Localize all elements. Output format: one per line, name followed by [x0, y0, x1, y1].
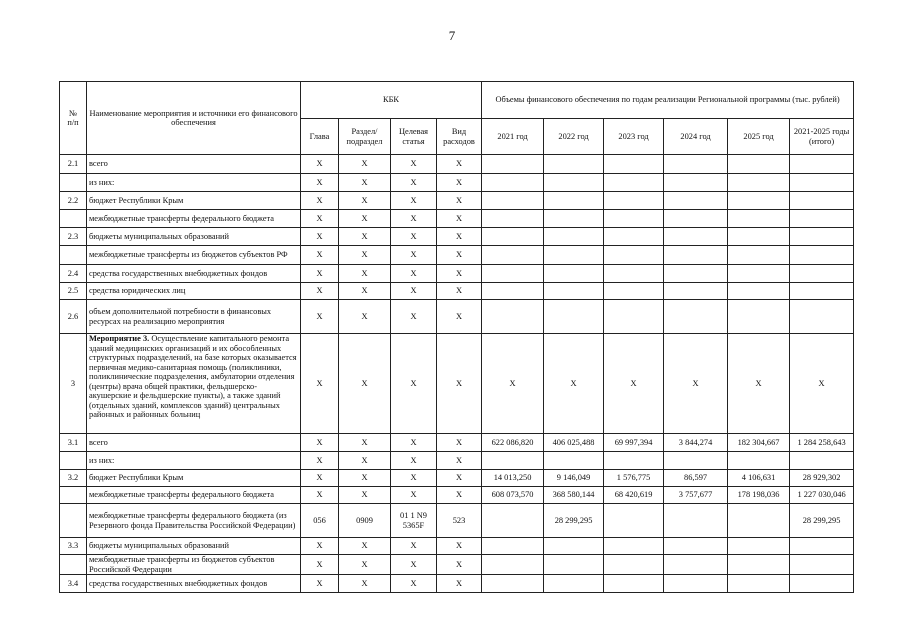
value-cell	[664, 228, 728, 246]
value-cell	[664, 300, 728, 334]
header-financing: Объемы финансового обеспечения по годам реализации Региональной программы (тыс. рублей)	[482, 82, 854, 119]
kbk-cell: X	[437, 265, 482, 283]
value-cell	[728, 210, 790, 228]
value-cell	[604, 452, 664, 470]
kbk-cell: X	[301, 434, 339, 452]
row-number: 2.5	[60, 283, 87, 300]
value-cell: 14 013,250	[482, 470, 544, 487]
row-name-text: средства юридических лиц	[89, 286, 186, 296]
kbk-cell: X	[339, 265, 391, 283]
kbk-cell: X	[391, 210, 437, 228]
value-cell	[544, 155, 604, 174]
row-name-text: бюджет Республики Крым	[89, 473, 184, 483]
row-name-text: средства государственных внебюджетных фондов	[89, 268, 268, 278]
value-cell	[482, 265, 544, 283]
value-cell	[728, 228, 790, 246]
value-cell: X	[544, 334, 604, 434]
row-name-text: бюджеты муниципальных образований	[89, 231, 230, 241]
kbk-cell: X	[301, 192, 339, 210]
table-row	[60, 265, 854, 283]
value-cell: 1 576,775	[604, 470, 664, 487]
value-cell	[664, 155, 728, 174]
value-cell	[790, 555, 854, 575]
row-name	[87, 487, 301, 504]
value-cell	[604, 174, 664, 192]
value-cell	[664, 283, 728, 300]
kbk-cell: X	[301, 334, 339, 434]
table-row	[60, 228, 854, 246]
row-name	[87, 538, 301, 555]
value-cell	[482, 555, 544, 575]
kbk-cell: X	[437, 538, 482, 555]
kbk-cell: X	[437, 192, 482, 210]
row-number	[60, 452, 87, 470]
kbk-cell: X	[339, 155, 391, 174]
value-cell	[728, 155, 790, 174]
row-number: 3.3	[60, 538, 87, 555]
kbk-cell: X	[437, 470, 482, 487]
table-row	[60, 575, 854, 593]
header-year: 2022 год	[544, 119, 604, 155]
kbk-cell: X	[437, 452, 482, 470]
value-cell	[604, 555, 664, 575]
kbk-cell: X	[339, 334, 391, 434]
table-row	[60, 555, 854, 575]
kbk-cell: X	[339, 210, 391, 228]
row-number: 2.3	[60, 228, 87, 246]
value-cell	[728, 452, 790, 470]
row-name-text: межбюджетные трансферты из бюджетов субъектов Российской Федерации	[89, 555, 275, 574]
header-kbk-col: Целевая статья	[391, 119, 437, 155]
value-cell	[604, 228, 664, 246]
kbk-cell: X	[391, 283, 437, 300]
value-cell	[482, 155, 544, 174]
kbk-cell: X	[339, 434, 391, 452]
value-cell	[728, 283, 790, 300]
kbk-cell: X	[301, 487, 339, 504]
value-cell: 622 086,820	[482, 434, 544, 452]
kbk-cell: X	[301, 283, 339, 300]
row-name	[87, 300, 301, 334]
kbk-cell: X	[437, 487, 482, 504]
table-row	[60, 487, 854, 504]
value-cell: 1 227 030,046	[790, 487, 854, 504]
value-cell	[544, 575, 604, 593]
kbk-cell: X	[301, 246, 339, 265]
header-kbk: КБК	[301, 82, 482, 119]
value-cell	[604, 210, 664, 228]
row-number	[60, 555, 87, 575]
value-cell	[728, 265, 790, 283]
row-name	[87, 452, 301, 470]
value-cell	[544, 452, 604, 470]
value-cell	[544, 265, 604, 283]
kbk-cell: 0909	[339, 504, 391, 538]
kbk-cell: 056	[301, 504, 339, 538]
value-cell	[604, 246, 664, 265]
value-cell	[604, 538, 664, 555]
table-row	[60, 434, 854, 452]
value-cell	[604, 575, 664, 593]
value-cell	[664, 555, 728, 575]
kbk-cell: X	[391, 452, 437, 470]
kbk-cell: X	[437, 334, 482, 434]
kbk-cell: X	[339, 555, 391, 575]
kbk-cell: X	[391, 300, 437, 334]
row-name	[87, 504, 301, 538]
value-cell	[664, 265, 728, 283]
row-number	[60, 487, 87, 504]
value-cell: 86,597	[664, 470, 728, 487]
value-cell: 608 073,570	[482, 487, 544, 504]
kbk-cell: X	[437, 155, 482, 174]
row-number: 3.1	[60, 434, 87, 452]
value-cell: X	[664, 334, 728, 434]
row-name-text: всего	[89, 159, 108, 169]
row-number	[60, 504, 87, 538]
value-cell	[544, 192, 604, 210]
row-name	[87, 246, 301, 265]
value-cell	[482, 575, 544, 593]
value-cell: 406 025,488	[544, 434, 604, 452]
kbk-cell: X	[339, 228, 391, 246]
header-year: 2023 год	[604, 119, 664, 155]
table-row	[60, 538, 854, 555]
value-cell: 3 844,274	[664, 434, 728, 452]
row-name-text: Осуществление капитального ремонта зданий медицинских организаций и их обособленных структурных подразделений, на базе которых оказывается первичная медико-санитарная помощь (поликлиники, поликлинические подразделения, амбулатории отделения (центры) врача общей практики, фельдшерско-акушерские и фельдшерские пункты), а также зданий (отдельных зданий, комплексов зданий) центральных районных и районных больниц	[89, 334, 297, 419]
kbk-cell: X	[391, 470, 437, 487]
value-cell	[790, 452, 854, 470]
header-kbk-col: Раздел/ подраздел	[339, 119, 391, 155]
header-year: 2024 год	[664, 119, 728, 155]
kbk-cell: X	[339, 174, 391, 192]
value-cell	[728, 300, 790, 334]
value-cell: 28 299,295	[790, 504, 854, 538]
kbk-cell: X	[339, 452, 391, 470]
row-number: 3	[60, 334, 87, 434]
value-cell	[664, 174, 728, 192]
table-row	[60, 334, 854, 434]
row-name	[87, 575, 301, 593]
kbk-cell: X	[391, 174, 437, 192]
kbk-cell: 01 1 N9 5365F	[391, 504, 437, 538]
row-number: 2.4	[60, 265, 87, 283]
kbk-cell: X	[301, 300, 339, 334]
kbk-cell: X	[301, 228, 339, 246]
row-number	[60, 210, 87, 228]
kbk-cell: X	[391, 538, 437, 555]
table-row	[60, 192, 854, 210]
value-cell	[790, 575, 854, 593]
value-cell	[482, 174, 544, 192]
table-row	[60, 504, 854, 538]
row-name	[87, 334, 301, 434]
header-kbk-col: Глава	[301, 119, 339, 155]
row-number: 3.4	[60, 575, 87, 593]
value-cell: 9 146,049	[544, 470, 604, 487]
row-name-text: средства государственных внебюджетных фондов	[89, 578, 268, 588]
value-cell	[790, 265, 854, 283]
value-cell	[604, 504, 664, 538]
value-cell	[604, 155, 664, 174]
kbk-cell: X	[301, 452, 339, 470]
value-cell: 28 299,295	[544, 504, 604, 538]
value-cell	[544, 246, 604, 265]
value-cell	[544, 300, 604, 334]
row-name	[87, 228, 301, 246]
value-cell	[790, 210, 854, 228]
kbk-cell: X	[391, 192, 437, 210]
value-cell	[544, 538, 604, 555]
table-row	[60, 452, 854, 470]
kbk-cell: X	[391, 228, 437, 246]
value-cell	[604, 283, 664, 300]
kbk-cell: X	[339, 283, 391, 300]
value-cell	[604, 300, 664, 334]
kbk-cell: X	[391, 434, 437, 452]
row-name-text: межбюджетные трансферты федерального бюджета	[89, 490, 274, 500]
value-cell	[790, 192, 854, 210]
row-name	[87, 192, 301, 210]
row-number: 2.2	[60, 192, 87, 210]
kbk-cell: X	[301, 210, 339, 228]
value-cell	[664, 575, 728, 593]
table-row	[60, 283, 854, 300]
row-name-bold: Мероприятие 3.	[89, 334, 150, 343]
kbk-cell: X	[301, 575, 339, 593]
header-name: Наименование мероприятия и источники его финансового обеспечения	[87, 82, 301, 155]
row-name	[87, 555, 301, 575]
row-number	[60, 174, 87, 192]
header-year: 2021 год	[482, 119, 544, 155]
row-name-text: из них:	[89, 455, 115, 465]
value-cell	[664, 192, 728, 210]
kbk-cell: X	[437, 300, 482, 334]
kbk-cell: X	[391, 155, 437, 174]
row-name-text: из них:	[89, 177, 115, 187]
value-cell: X	[604, 334, 664, 434]
financing-table	[59, 81, 854, 593]
row-number: 3.2	[60, 470, 87, 487]
value-cell: 1 284 258,643	[790, 434, 854, 452]
value-cell: 178 198,036	[728, 487, 790, 504]
row-name-text: всего	[89, 437, 108, 447]
value-cell	[728, 246, 790, 265]
value-cell	[790, 283, 854, 300]
row-name	[87, 283, 301, 300]
value-cell	[482, 246, 544, 265]
value-cell: 28 929,302	[790, 470, 854, 487]
kbk-cell: X	[339, 575, 391, 593]
kbk-cell: X	[339, 470, 391, 487]
row-number	[60, 246, 87, 265]
kbk-cell: X	[437, 246, 482, 265]
value-cell	[604, 265, 664, 283]
table-row	[60, 300, 854, 334]
value-cell	[664, 246, 728, 265]
kbk-cell: X	[301, 538, 339, 555]
row-name	[87, 174, 301, 192]
value-cell	[544, 228, 604, 246]
kbk-cell: X	[391, 265, 437, 283]
kbk-cell: X	[391, 555, 437, 575]
value-cell: 182 304,667	[728, 434, 790, 452]
value-cell	[728, 174, 790, 192]
kbk-cell: X	[339, 300, 391, 334]
row-number: 2.1	[60, 155, 87, 174]
value-cell	[728, 575, 790, 593]
value-cell	[482, 538, 544, 555]
kbk-cell: X	[391, 487, 437, 504]
value-cell	[604, 192, 664, 210]
row-name	[87, 434, 301, 452]
value-cell	[482, 228, 544, 246]
row-name	[87, 470, 301, 487]
value-cell	[482, 300, 544, 334]
value-cell	[482, 283, 544, 300]
row-name-text: межбюджетные трансферты федерального бюджета	[89, 213, 274, 223]
value-cell	[790, 228, 854, 246]
value-cell: X	[790, 334, 854, 434]
row-name-text: бюджеты муниципальных образований	[89, 541, 230, 551]
value-cell	[482, 210, 544, 228]
value-cell	[664, 504, 728, 538]
row-number: 2.6	[60, 300, 87, 334]
value-cell	[482, 504, 544, 538]
row-name-text: объем дополнительной потребности в финансовых ресурсах на реализацию мероприятия	[89, 307, 272, 326]
kbk-cell: X	[339, 538, 391, 555]
kbk-cell: X	[437, 434, 482, 452]
row-name-text: бюджет Республики Крым	[89, 195, 184, 205]
table-row	[60, 210, 854, 228]
kbk-cell: X	[391, 334, 437, 434]
kbk-cell: X	[339, 192, 391, 210]
kbk-cell: X	[339, 487, 391, 504]
kbk-cell: X	[437, 575, 482, 593]
page-number: 7	[448, 28, 456, 43]
kbk-cell: X	[301, 265, 339, 283]
value-cell: X	[482, 334, 544, 434]
kbk-cell: X	[437, 174, 482, 192]
kbk-cell: 523	[437, 504, 482, 538]
value-cell	[790, 174, 854, 192]
kbk-cell: X	[391, 575, 437, 593]
kbk-cell: X	[301, 555, 339, 575]
value-cell: 4 106,631	[728, 470, 790, 487]
kbk-cell: X	[339, 246, 391, 265]
value-cell	[664, 452, 728, 470]
value-cell	[790, 155, 854, 174]
header-num: № п/п	[60, 82, 87, 155]
header-kbk-col: Вид расходов	[437, 119, 482, 155]
table-row	[60, 155, 854, 174]
kbk-cell: X	[301, 470, 339, 487]
value-cell	[664, 210, 728, 228]
row-name	[87, 155, 301, 174]
kbk-cell: X	[437, 228, 482, 246]
value-cell	[544, 210, 604, 228]
value-cell	[728, 538, 790, 555]
kbk-cell: X	[437, 210, 482, 228]
row-name-text: межбюджетные трансферты федерального бюджета (из Резервного фонда Правительства Российской Федерации)	[89, 511, 296, 530]
table-row	[60, 246, 854, 265]
value-cell	[728, 555, 790, 575]
value-cell: 69 997,394	[604, 434, 664, 452]
value-cell	[482, 192, 544, 210]
kbk-cell: X	[437, 555, 482, 575]
row-name	[87, 210, 301, 228]
kbk-cell: X	[301, 174, 339, 192]
row-name	[87, 265, 301, 283]
value-cell	[544, 555, 604, 575]
kbk-cell: X	[437, 283, 482, 300]
kbk-cell: X	[391, 246, 437, 265]
value-cell	[544, 283, 604, 300]
table-row	[60, 174, 854, 192]
header-year-total: 2021-2025 годы (итого)	[790, 119, 854, 155]
value-cell: 68 420,619	[604, 487, 664, 504]
value-cell: X	[728, 334, 790, 434]
value-cell	[728, 504, 790, 538]
value-cell	[790, 300, 854, 334]
value-cell	[544, 174, 604, 192]
value-cell	[728, 192, 790, 210]
table-body	[60, 155, 854, 593]
value-cell	[790, 246, 854, 265]
table-row	[60, 470, 854, 487]
row-name-text: межбюджетные трансферты из бюджетов субъектов РФ	[89, 250, 288, 260]
value-cell	[790, 538, 854, 555]
value-cell: 368 580,144	[544, 487, 604, 504]
value-cell	[664, 538, 728, 555]
value-cell	[482, 452, 544, 470]
value-cell: 3 757,677	[664, 487, 728, 504]
header-year: 2025 год	[728, 119, 790, 155]
kbk-cell: X	[301, 155, 339, 174]
